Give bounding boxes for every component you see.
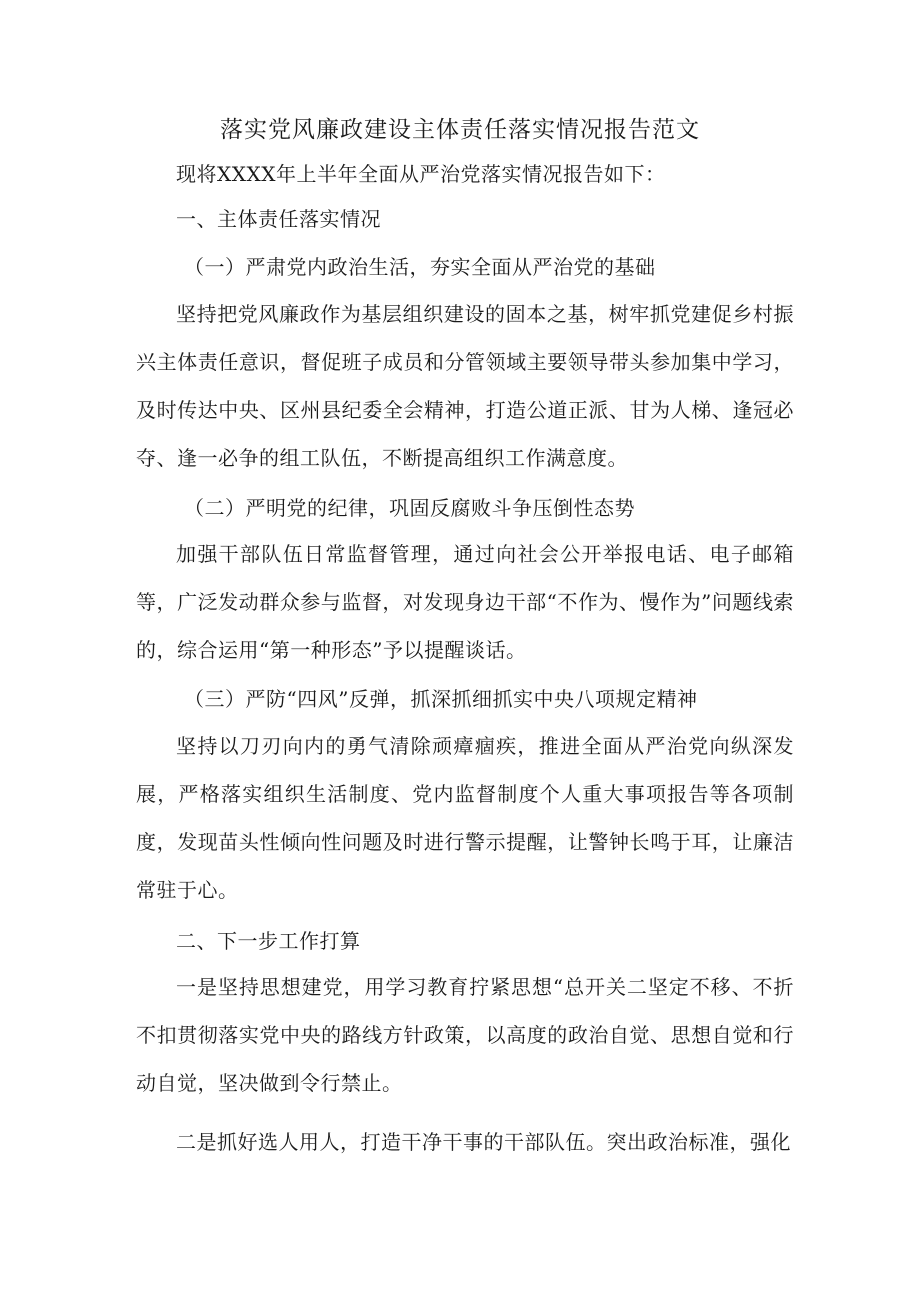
subsection-heading-1: （一）严肃党内政治生活，夯实全面从严治党的基础 bbox=[184, 255, 656, 279]
subsection-heading-2: （二）严明党的纪律，巩固反腐败斗争压倒性态势 bbox=[184, 496, 635, 520]
plan-paragraph-1: 一是坚持思想建党，用学习教育拧紧思想“总开关二坚定不移、不折不扣贯彻落实党中央的路线方针政策，以高度的政治自觉、思想自觉和行动自觉，坚决做到令行禁止。 bbox=[136, 975, 794, 1095]
section-heading-1: 一、主体责任落实情况 bbox=[176, 207, 381, 231]
document-title: 落实党风廉政建设主体责任落实情况报告范文 bbox=[220, 117, 700, 143]
subsection-body-2: 加强干部队伍日常监督管理，通过向社会公开举报电话、电子邮箱等，广泛发动群众参与监督，对发现身边干部“不作为、慢作为”问题线索的，综合运用“第一种形态”予以提醒谈话。 bbox=[136, 542, 794, 662]
plan-paragraph-2: 二是抓好选人用人，打造干净干事的干部队伍。突出政治标准，强化 bbox=[176, 1130, 791, 1154]
section-heading-2: 二、下一步工作打算 bbox=[176, 929, 361, 953]
subsection-heading-3: （三）严防“四风”反弹，抓深抓细抓实中央八项规定精神 bbox=[184, 687, 698, 711]
subsection-body-1: 坚持把党风廉政作为基层组织建设的固本之基，树牢抓党建促乡村振兴主体责任意识，督促班子成员和分管领域主要领导带头参加集中学习，及时传达中央、区州县纪委全会精神，打造公道正派、甘为人梯、逢冠必夺、逢一必争的组工队伍，不断提高组织工作满意度。 bbox=[136, 302, 794, 470]
subsection-body-3: 坚持以刀刃向内的勇气清除顽瘴痼疾，推进全面从严治党向纵深发展，严格落实组织生活制度、党内监督制度个人重大事项报告等各项制度，发现苗头性倾向性问题及时进行警示提醒，让警钟长鸣于耳，让廉洁常驻于心。 bbox=[136, 734, 794, 902]
intro-paragraph: 现将XXXX年上半年全面从严治党落实情况报告如下： bbox=[176, 162, 666, 186]
